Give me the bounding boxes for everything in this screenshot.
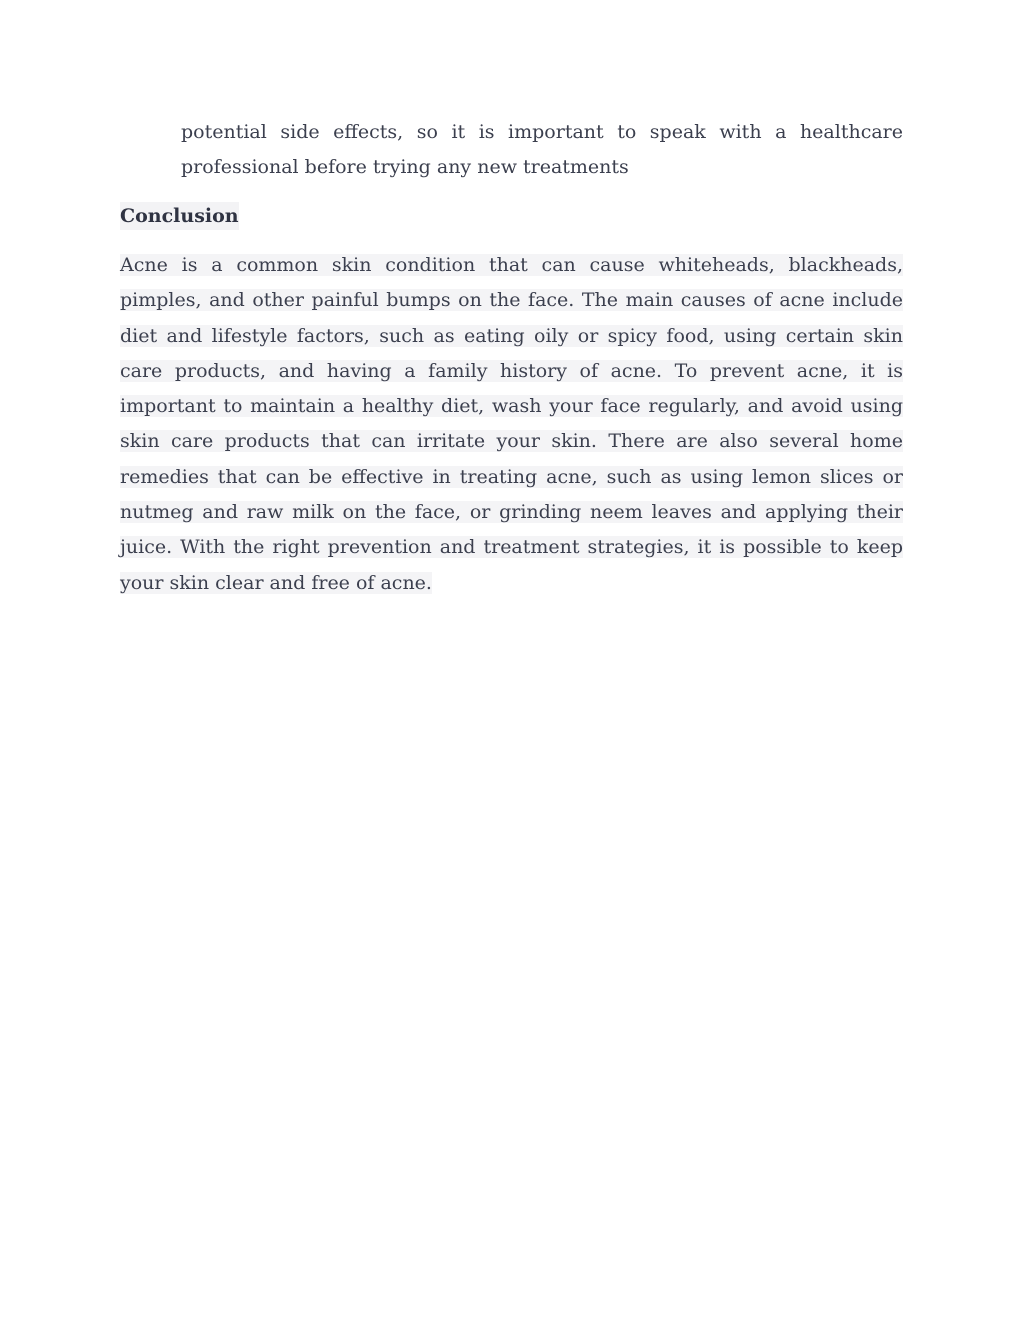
continuation-text: potential side effects, so it is important to speak with a healthcare professional before trying any new treatments xyxy=(181,121,903,179)
conclusion-heading: Conclusion xyxy=(120,202,239,230)
conclusion-paragraph-text: Acne is a common skin condition that can cause whiteheads, blackheads, pimples, and other painful bumps on the face. The main causes of acne include diet and lifestyle factors, such as eating oily or spicy food, using certain skin care products, and having a family history of acne. To prevent acne, it is important to maintain a healthy diet, wash your face regularly, and avoid using skin care products that can irritate your skin. There are also several home remedies that can be effective in treating acne, such as using lemon slices or nutmeg and raw milk on the face, or grinding neem leaves and applying their juice. With the right prevention and treatment strategies, it is possible to keep your skin clear and free of acne. xyxy=(120,254,903,594)
continuation-paragraph xyxy=(181,115,903,186)
conclusion-paragraph xyxy=(120,248,903,601)
